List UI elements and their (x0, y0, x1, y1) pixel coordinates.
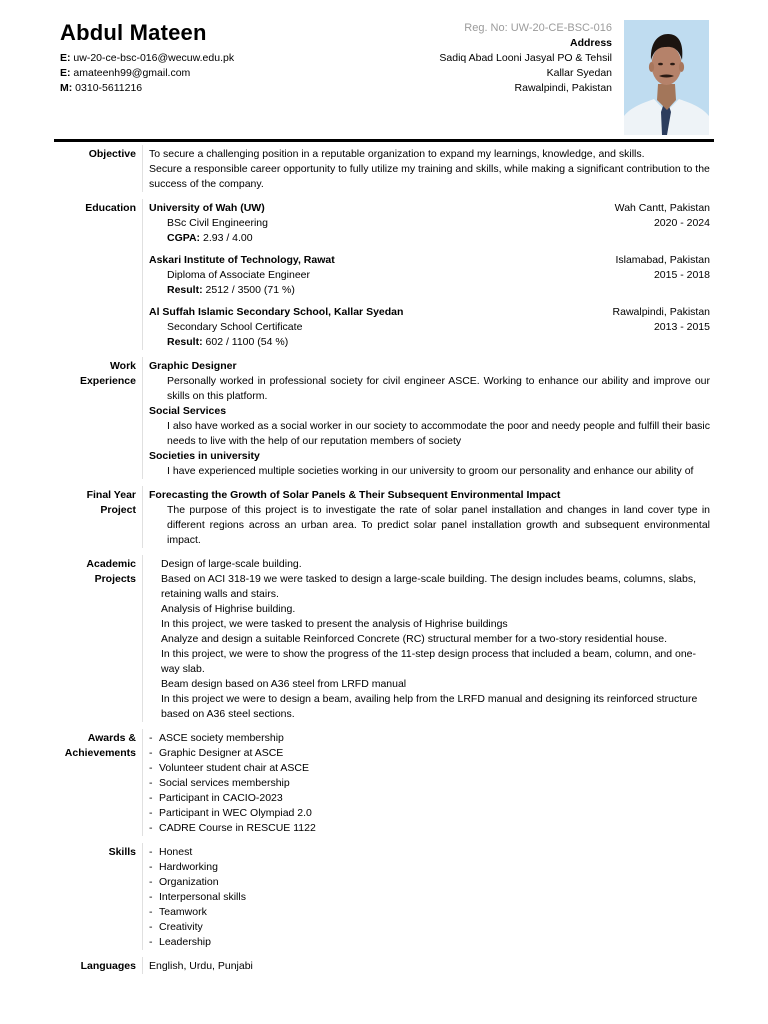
section-body (142, 843, 714, 950)
skill-text: Leadership (159, 936, 211, 948)
address-line: Rawalpindi, Pakistan (514, 82, 612, 94)
award-text: Social services membership (159, 777, 290, 789)
list-item (149, 875, 710, 890)
location: Islamabad, Pakistan (615, 254, 710, 266)
email2-label: E: (60, 67, 71, 79)
result: 2512 / 3500 (71 %) (205, 284, 295, 296)
email-link[interactable]: uw-20-ce-bsc-016@wecuw.edu.pk (73, 52, 235, 64)
project-line: Beam design based on A36 steel from LRFD manual (161, 678, 407, 690)
dash-icon: - (149, 762, 153, 774)
mobile-label: M: (60, 82, 73, 94)
cv-content (54, 145, 714, 974)
education-entry (149, 201, 710, 246)
education-entry (149, 305, 710, 350)
awards-list (149, 731, 710, 836)
section-body (142, 486, 714, 548)
section-languages (54, 957, 714, 974)
list-item (149, 821, 710, 836)
project-line: In this project, we were tasked to present the analysis of Highrise buildings (161, 618, 508, 630)
result: 2.93 / 4.00 (202, 232, 253, 244)
project-line: Design of large-scale building. (161, 558, 302, 570)
work-description: Personally worked in professional society for civil engineer ASCE. Working to enhance our ability and improve our skills on this platform. (167, 375, 710, 402)
email-label: E: (60, 52, 71, 64)
section-body (142, 729, 714, 836)
project-line: In this project, we were to show the progress of the 11-step design process that included a beam, column, and one-way slab. (161, 648, 697, 675)
location: Wah Cantt, Pakistan (614, 202, 710, 214)
list-item (149, 860, 710, 875)
list-item (149, 761, 710, 776)
email-line (60, 51, 234, 66)
registration-number: Reg. No: UW-20-CE-BSC-016 (464, 22, 612, 34)
portrait-image (624, 20, 709, 135)
project-line: Analyze and design a suitable Reinforced Concrete (RC) structural member for a two-story residential house. (161, 633, 667, 645)
education-entry (149, 253, 710, 298)
institution: University of Wah (UW) (149, 202, 265, 214)
project-description: The purpose of this project is to investigate the rate of solar panel installation and changes in land cover type in different regions across an urban area. To predict solar panel installation growth and subsequent environmental impact. (167, 504, 710, 546)
location: Rawalpindi, Pakistan (612, 306, 710, 318)
result-label: Result: (167, 284, 203, 296)
list-item (149, 731, 710, 746)
label-line: Experience (79, 375, 136, 387)
result-label: Result: (167, 336, 203, 348)
objective-line: Secure a responsible career opportunity to fully utilize my training and skills, while making a significant contribution to the success of the company. (149, 163, 710, 190)
work-title: Graphic Designer (149, 360, 237, 372)
dash-icon: - (149, 777, 153, 789)
skill-text: Teamwork (159, 906, 207, 918)
section-body (142, 145, 714, 192)
label-line: Academic (86, 558, 136, 570)
dash-icon: - (149, 807, 153, 819)
list-item (149, 920, 710, 935)
label-line: Work (109, 360, 136, 372)
dash-icon: - (149, 861, 153, 873)
work-title: Social Services (149, 405, 227, 417)
dash-icon: - (149, 792, 153, 804)
period: 2015 - 2018 (653, 269, 710, 281)
languages-text: English, Urdu, Punjabi (149, 960, 253, 972)
section-label: Education (85, 202, 136, 214)
list-item (149, 776, 710, 791)
dash-icon: - (149, 921, 153, 933)
project-line: Based on ACI 318-19 we were tasked to design a large-scale building. The design includes beams, columns, slabs, retaining walls and stairs. (161, 573, 697, 600)
objective-line: To secure a challenging position in a reputable organization to expand my learnings, knowledge, and skills. (149, 148, 645, 160)
dash-icon: - (149, 747, 153, 759)
award-text: ASCE society membership (159, 732, 284, 744)
list-item (149, 791, 710, 806)
degree: Secondary School Certificate (167, 321, 303, 333)
email2-line (60, 66, 234, 81)
project-title: Forecasting the Growth of Solar Panels & Their Subsequent Environmental Impact (149, 489, 561, 501)
period: 2020 - 2024 (653, 217, 710, 229)
skill-text: Organization (159, 876, 219, 888)
project-line: Analysis of Highrise building. (161, 603, 296, 615)
work-description: I have experienced multiple societies working in our university to groom our personality and enhance our ability of (167, 465, 694, 477)
section-awards (54, 729, 714, 836)
address-block (439, 21, 612, 96)
degree: Diploma of Associate Engineer (167, 269, 310, 281)
list-item (149, 806, 710, 821)
institution: Askari Institute of Technology, Rawat (149, 254, 335, 266)
mobile-line (60, 81, 234, 96)
degree: BSc Civil Engineering (167, 217, 268, 229)
skills-list (149, 845, 710, 950)
section-objective (54, 145, 714, 192)
section-label (54, 729, 142, 836)
institution: Al Suffah Islamic Secondary School, Kallar Syedan (149, 306, 404, 318)
list-item (149, 890, 710, 905)
dash-icon: - (149, 891, 153, 903)
result-label: CGPA: (167, 232, 201, 244)
dash-icon: - (149, 876, 153, 888)
section-education (54, 199, 714, 350)
section-work-experience (54, 357, 714, 479)
skill-text: Honest (159, 846, 193, 858)
dash-icon: - (149, 732, 153, 744)
section-body (142, 957, 714, 974)
skill-text: Hardworking (159, 861, 218, 873)
section-label (54, 555, 142, 722)
section-body (142, 555, 714, 722)
period: 2013 - 2015 (653, 321, 710, 333)
label-line: Final Year (86, 489, 136, 501)
award-text: Graphic Designer at ASCE (159, 747, 284, 759)
award-text: Participant in WEC Olympiad 2.0 (159, 807, 312, 819)
result: 602 / 1100 (54 %) (205, 336, 289, 348)
label-line: Projects (94, 573, 136, 585)
skill-text: Interpersonal skills (159, 891, 246, 903)
award-text: Participant in CACIO-2023 (159, 792, 283, 804)
award-text: CADRE Course in RESCUE 1122 (159, 822, 316, 834)
candidate-name: Abdul Mateen (60, 20, 207, 45)
list-item (149, 845, 710, 860)
email2-link[interactable]: amateenh99@gmail.com (73, 67, 191, 79)
mobile-number: 0310-5611216 (75, 82, 143, 94)
label-line: Project (100, 504, 136, 516)
section-label (54, 357, 142, 479)
address-heading: Address (569, 37, 612, 49)
list-item (149, 935, 710, 950)
section-label: Skills (108, 846, 136, 858)
label-line: Achievements (64, 747, 136, 759)
skill-text: Creativity (159, 921, 203, 933)
list-item (149, 905, 710, 920)
section-label (54, 486, 142, 548)
section-skills (54, 843, 714, 950)
dash-icon: - (149, 822, 153, 834)
section-academic-projects (54, 555, 714, 722)
section-label: Languages (80, 960, 136, 972)
work-description: I also have worked as a social worker in our society to accommodate the poor and needy people and fulfill their basic needs to live with the help of our reputation members of society (167, 420, 710, 447)
dash-icon: - (149, 936, 153, 948)
address-line: Sadiq Abad Looni Jasyal PO & Tehsil (439, 52, 612, 64)
profile-photo (624, 20, 709, 135)
section-label: Objective (88, 148, 136, 160)
section-final-year-project (54, 486, 714, 548)
label-line: Awards & (87, 732, 136, 744)
award-text: Volunteer student chair at ASCE (159, 762, 310, 774)
list-item (149, 746, 710, 761)
dash-icon: - (149, 906, 153, 918)
section-body (142, 199, 714, 350)
work-title: Societies in university (149, 450, 260, 462)
section-body (142, 357, 714, 479)
project-line: In this project we were to design a beam, availing help from the LRFD manual and designing its reinforced structure based on A36 steel sections. (161, 693, 698, 720)
contact-block (60, 51, 234, 96)
address-line: Kallar Syedan (546, 67, 612, 79)
dash-icon: - (149, 846, 153, 858)
header-divider (54, 139, 714, 142)
